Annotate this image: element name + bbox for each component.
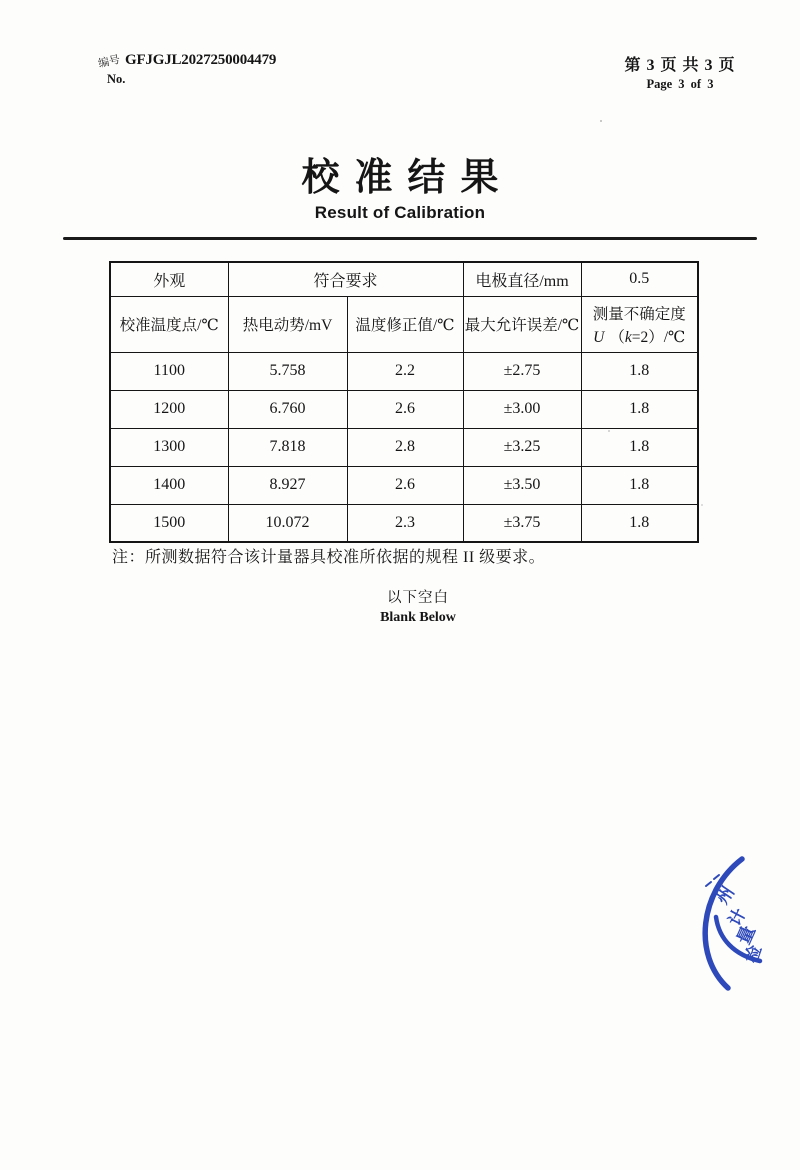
page-number-cn: 第 3 页 共 3 页	[624, 57, 736, 74]
cell-temp: 1300	[110, 428, 228, 466]
uncertainty-paren-rest: =2）/℃	[631, 328, 686, 346]
table-row-appearance	[110, 262, 698, 296]
cell-temp: 1200	[110, 390, 228, 428]
uncertainty-u-symbol: U	[593, 328, 605, 346]
uncertainty-k-symbol: k	[624, 328, 632, 346]
col-header-temperature: 校准温度点/℃	[110, 296, 228, 352]
stamp-char: 州	[712, 882, 739, 908]
cell-mpe: ±3.50	[463, 466, 581, 504]
table-row	[110, 466, 698, 504]
scan-noise	[600, 120, 602, 122]
note-text: 注：所测数据符合该计量器具校准所依据的规程 II 级要求。	[112, 549, 546, 566]
table-row	[110, 390, 698, 428]
cell-emf: 10.072	[228, 504, 347, 542]
cell-temp: 1500	[110, 504, 228, 542]
cell-mpe: ±3.00	[463, 390, 581, 428]
cert-no-label-cn: 编号	[96, 52, 122, 71]
cell-corr: 2.2	[347, 352, 463, 390]
electrode-label-cell: 电极直径/mm	[463, 262, 581, 296]
cell-mpe: ±2.75	[463, 352, 581, 390]
cell-emf: 7.818	[228, 428, 347, 466]
col-header-uncertainty	[581, 296, 698, 352]
cell-emf: 8.927	[228, 466, 347, 504]
official-seal-stamp	[650, 845, 800, 997]
cell-corr: 2.6	[347, 466, 463, 504]
stamp-char: 检	[741, 943, 766, 966]
cell-temp: 1100	[110, 352, 228, 390]
blank-below-block	[380, 586, 456, 626]
document-title-cn	[0, 146, 800, 201]
cell-mpe: ±3.75	[463, 504, 581, 542]
stamp-char: 计	[725, 905, 750, 930]
title-divider-rule	[63, 237, 757, 240]
appearance-label-cell: 外观	[110, 262, 228, 296]
uncertainty-header-line2	[583, 325, 697, 347]
document-title-cn-text: 校准结果	[301, 157, 514, 199]
certificate-number: GFJGJL2027250004479	[125, 52, 277, 68]
cert-no-label-en: No.	[107, 72, 126, 86]
cell-unc: 1.8	[581, 466, 698, 504]
table-row	[110, 352, 698, 390]
table-row	[110, 428, 698, 466]
blank-below-cn: 以下空白	[386, 590, 449, 606]
cell-mpe: ±3.25	[463, 428, 581, 466]
cell-corr: 2.6	[347, 390, 463, 428]
uncertainty-header-line1: 测量不确定度	[592, 305, 686, 323]
document-title-en: Result of Calibration	[314, 203, 486, 222]
cell-unc: 1.8	[581, 504, 698, 542]
cell-corr: 2.8	[347, 428, 463, 466]
cell-temp: 1400	[110, 466, 228, 504]
cell-corr: 2.3	[347, 504, 463, 542]
cell-emf: 6.760	[228, 390, 347, 428]
certificate-number-block	[96, 50, 316, 94]
electrode-value-cell: 0.5	[581, 262, 698, 296]
appearance-value-cell: 符合要求	[228, 262, 463, 296]
calibration-results-table	[109, 261, 699, 543]
page-number-en: Page 3 of 3	[646, 77, 714, 91]
page-number-block	[605, 52, 755, 92]
stamp-char: 量	[733, 922, 759, 948]
uncertainty-paren-open: （	[609, 328, 625, 346]
col-header-emf: 热电动势/mV	[228, 296, 347, 352]
cell-emf: 5.758	[228, 352, 347, 390]
blank-below-en: Blank Below	[380, 610, 456, 625]
table-header-row	[110, 296, 698, 352]
table-row	[110, 504, 698, 542]
cell-unc: 1.8	[581, 428, 698, 466]
col-header-correction: 温度修正值/℃	[347, 296, 463, 352]
cell-unc: 1.8	[581, 390, 698, 428]
col-header-mpe: 最大允许误差/℃	[463, 296, 581, 352]
cell-unc: 1.8	[581, 352, 698, 390]
